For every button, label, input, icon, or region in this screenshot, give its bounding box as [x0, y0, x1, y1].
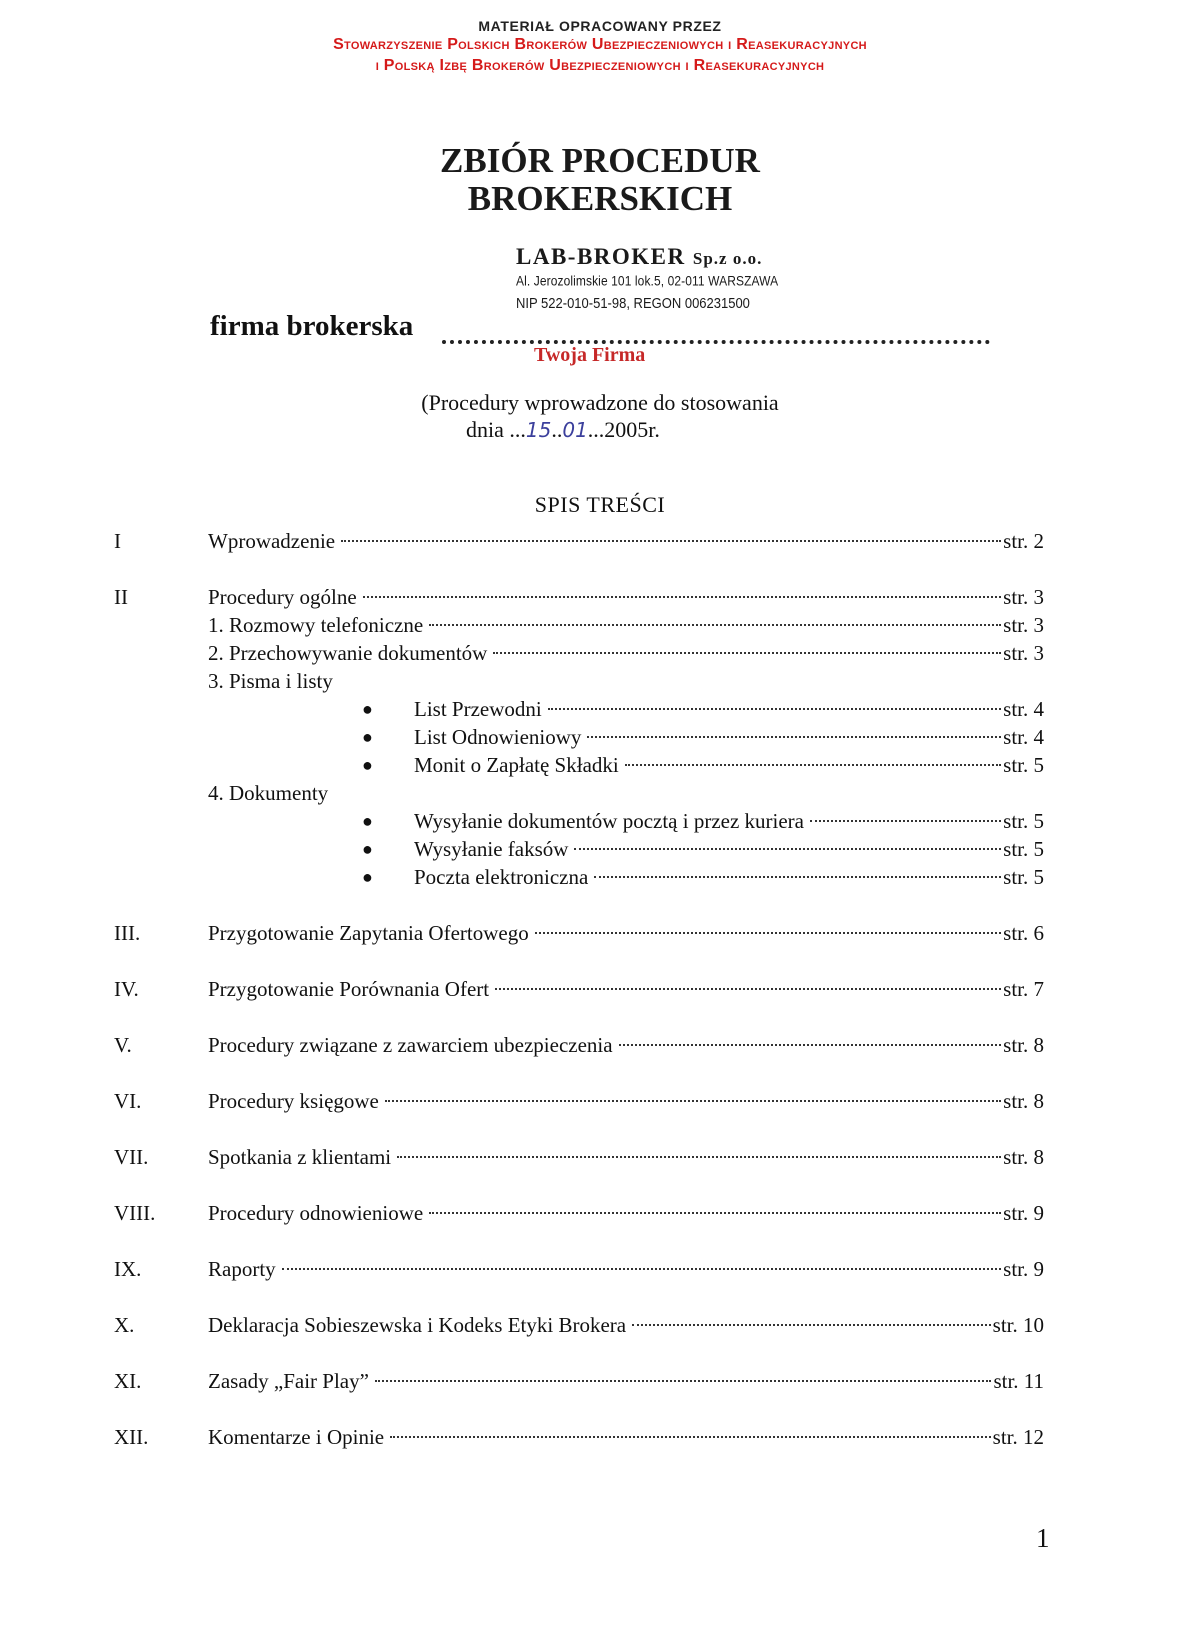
toc-entry-line [208, 1086, 1044, 1116]
bullet-icon: ● [362, 727, 373, 747]
toc-dot-leader [587, 736, 1001, 738]
toc-entry-page: str. 7 [1003, 977, 1044, 1001]
toc-entry-number: II [114, 585, 128, 609]
toc-dot-leader [397, 1156, 1001, 1158]
stamp-name-text: LAB-BROKER [516, 244, 686, 269]
document-header [0, 18, 1200, 76]
firm-dotted-line [442, 340, 990, 344]
toc-entry-number: I [114, 529, 121, 553]
toc-entry-line [208, 1366, 1044, 1396]
toc-entry-line [208, 918, 1044, 948]
toc-entry [0, 1422, 1044, 1452]
stamp-ids: NIP 522-010-51-98, REGON 006231500 [516, 294, 750, 312]
toc-entry-label: Monit o Zapłatę Składki [414, 753, 619, 777]
toc-entry-label: Wprowadzenie [208, 529, 336, 553]
toc-dot-leader [625, 764, 1001, 766]
toc-entry-number: X. [114, 1313, 135, 1337]
toc-entry-line [208, 1422, 1044, 1452]
date-month-handwritten: 01 [562, 418, 588, 442]
toc-entry-line [414, 806, 1044, 836]
toc-entry-page: str. 6 [1003, 921, 1044, 945]
toc-entry [0, 974, 1044, 1004]
stamp-company-name [516, 244, 778, 270]
toc-dot-leader [493, 652, 1001, 654]
toc-entry [0, 1366, 1044, 1396]
toc-entry-label: Przygotowanie Porównania Ofert [208, 977, 490, 1001]
toc-dot-leader [619, 1044, 1002, 1046]
toc-entry-page: str. 12 [992, 1425, 1044, 1449]
toc-entry-line [414, 722, 1044, 752]
toc-entry [0, 806, 1044, 836]
toc-entry-line [208, 974, 1044, 1004]
toc-entry-label: List Odnowieniowy [414, 725, 582, 749]
toc-entry-number: III. [114, 921, 141, 945]
toc-entry [208, 666, 708, 696]
toc-entry-line [414, 694, 1044, 724]
header-association-line-1: Stowarzyszenie Polskich Brokerów Ubezpieczeniowych i Reasekuracyjnych [333, 36, 867, 53]
toc-dot-leader [429, 1212, 1001, 1214]
firm-label: firma brokerska [210, 310, 414, 342]
toc-dot-leader [282, 1268, 1002, 1270]
toc-dot-leader [341, 540, 1001, 542]
toc-entry [0, 722, 1044, 752]
toc-dot-leader [495, 988, 1001, 990]
toc-entry-page: str. 8 [1003, 1089, 1044, 1113]
toc-entry-label: Deklaracja Sobieszewska i Kodeks Etyki Brokera [208, 1313, 627, 1337]
toc-entry-label: Procedury ogólne [208, 585, 357, 609]
toc-entry [0, 1198, 1044, 1228]
toc-entry-page: str. 9 [1003, 1201, 1044, 1225]
toc-entry-line [414, 862, 1044, 892]
toc-entry-line [208, 1030, 1044, 1060]
toc-entry-line [208, 582, 1044, 612]
toc-entry [0, 526, 1044, 556]
toc-dot-leader [385, 1100, 1001, 1102]
toc-entry-number: VII. [114, 1145, 149, 1169]
toc-dot-leader [574, 848, 1001, 850]
toc-entry [0, 582, 1044, 612]
toc-entry-label: Raporty [208, 1257, 276, 1281]
toc-entry-label: 3. Pisma i listy [208, 669, 333, 693]
toc-title: SPIS TREŚCI [534, 492, 666, 517]
toc-entry-line [208, 526, 1044, 556]
toc-entry [0, 1030, 1044, 1060]
toc-entry-label: Komentarze i Opinie [208, 1425, 385, 1449]
date-prefix: dnia ... [466, 417, 526, 442]
toc-entry-page: str. 8 [1003, 1033, 1044, 1057]
bullet-icon: ● [362, 867, 373, 887]
toc-entry-number: VIII. [114, 1201, 156, 1225]
toc-entry-line [414, 834, 1044, 864]
title-line-2: BROKERSKICH [467, 179, 733, 218]
toc-entry-number: XII. [114, 1425, 149, 1449]
toc-entry [0, 862, 1044, 892]
toc-entry-label: Procedury odnowieniowe [208, 1201, 424, 1225]
page-number: 1 [1036, 1523, 1050, 1553]
date-separator: .. [551, 417, 563, 442]
stamp-name-suffix: Sp.z o.o. [692, 249, 763, 268]
toc-dot-leader [594, 876, 1001, 878]
toc-entry-label: Procedury związane z zawarciem ubezpieczenia [208, 1033, 613, 1057]
toc-dot-leader [810, 820, 1001, 822]
toc-entry-page: str. 9 [1003, 1257, 1044, 1281]
toc-entry-number: XI. [114, 1369, 142, 1393]
toc-entry-line [208, 610, 1044, 640]
toc-entry-number: VI. [114, 1089, 142, 1113]
toc-entry-line [208, 638, 1044, 668]
toc-entry-page: str. 5 [1003, 837, 1044, 861]
toc-entry-page: str. 11 [993, 1369, 1044, 1393]
toc-entry-label: Wysyłanie dokumentów pocztą i przez kuriera [414, 809, 804, 833]
toc-entry-number: IV. [114, 977, 139, 1001]
firm-placeholder: Twoja Firma [534, 344, 646, 366]
toc-dot-leader [375, 1380, 991, 1382]
toc-entry-line [414, 750, 1044, 780]
toc-entry-page: str. 5 [1003, 865, 1044, 889]
toc-entry [0, 1310, 1044, 1340]
toc-entry-label: Zasady „Fair Play” [208, 1369, 369, 1393]
toc-entry-page: str. 5 [1003, 753, 1044, 777]
toc-entry-line [208, 1310, 1044, 1340]
toc-entry [0, 918, 1044, 948]
toc-entry [0, 1142, 1044, 1172]
toc-entry [0, 750, 1044, 780]
toc-entry-page: str. 5 [1003, 809, 1044, 833]
toc-entry-page: str. 4 [1003, 697, 1044, 721]
toc-dot-leader [363, 596, 1001, 598]
toc-dot-leader [390, 1436, 991, 1438]
toc-entry-label: List Przewodni [414, 697, 542, 721]
procedures-note: (Procedury wprowadzone do stosowania [421, 390, 779, 415]
title-line-1: ZBIÓR PROCEDUR [440, 141, 760, 180]
toc-dot-leader [535, 932, 1001, 934]
document-title [0, 142, 1200, 218]
toc-entry-label: 1. Rozmowy telefoniczne [208, 613, 424, 637]
header-association-line-2: i Polską Izbę Brokerów Ubezpieczeniowych i Reasekuracyjnych [375, 57, 825, 74]
date-suffix: ...2005r. [587, 417, 660, 442]
stamp-address: Al. Jerozolimskie 101 lok.5, 02-011 WARSZAWA [516, 273, 779, 290]
toc-entry-number: IX. [114, 1257, 142, 1281]
toc-entry-label: Spotkania z klientami [208, 1145, 392, 1169]
toc-entry-number: V. [114, 1033, 132, 1057]
toc-entry-page: str. 2 [1003, 529, 1044, 553]
date-day-handwritten: 15 [525, 418, 552, 442]
toc-entry-label: Wysyłanie faksów [414, 837, 569, 861]
toc-entry-page: str. 3 [1003, 613, 1044, 637]
toc-entry [0, 638, 1044, 668]
toc-entry [0, 694, 1044, 724]
toc-entry [0, 1254, 1044, 1284]
bullet-icon: ● [362, 699, 373, 719]
toc-entry-label: 2. Przechowywanie dokumentów [208, 641, 488, 665]
toc-dot-leader [548, 708, 1001, 710]
toc-entry-label: Procedury księgowe [208, 1089, 379, 1113]
procedures-date [466, 417, 660, 443]
toc-entry-page: str. 8 [1003, 1145, 1044, 1169]
toc-entry-page: str. 10 [992, 1313, 1044, 1337]
toc-entry [208, 778, 708, 808]
toc-entry-page: str. 3 [1003, 585, 1044, 609]
toc-dot-leader [429, 624, 1001, 626]
toc-entry-label: Przygotowanie Zapytania Ofertowego [208, 921, 529, 945]
bullet-icon: ● [362, 839, 373, 859]
bullet-icon: ● [362, 755, 373, 775]
toc-dot-leader [632, 1324, 991, 1326]
header-prepared-by: MATERIAŁ OPRACOWANY PRZEZ [478, 18, 722, 34]
toc-entry-page: str. 3 [1003, 641, 1044, 665]
bullet-icon: ● [362, 811, 373, 831]
toc-entry [0, 1086, 1044, 1116]
toc-entry-label: Poczta elektroniczna [414, 865, 589, 889]
toc-entry [0, 610, 1044, 640]
toc-entry-page: str. 4 [1003, 725, 1044, 749]
toc-entry-line [208, 1198, 1044, 1228]
toc-entry-line [208, 1254, 1044, 1284]
toc-entry-label: 4. Dokumenty [208, 781, 329, 805]
toc-entry-line [208, 1142, 1044, 1172]
company-stamp [516, 244, 779, 312]
toc-entry [0, 834, 1044, 864]
